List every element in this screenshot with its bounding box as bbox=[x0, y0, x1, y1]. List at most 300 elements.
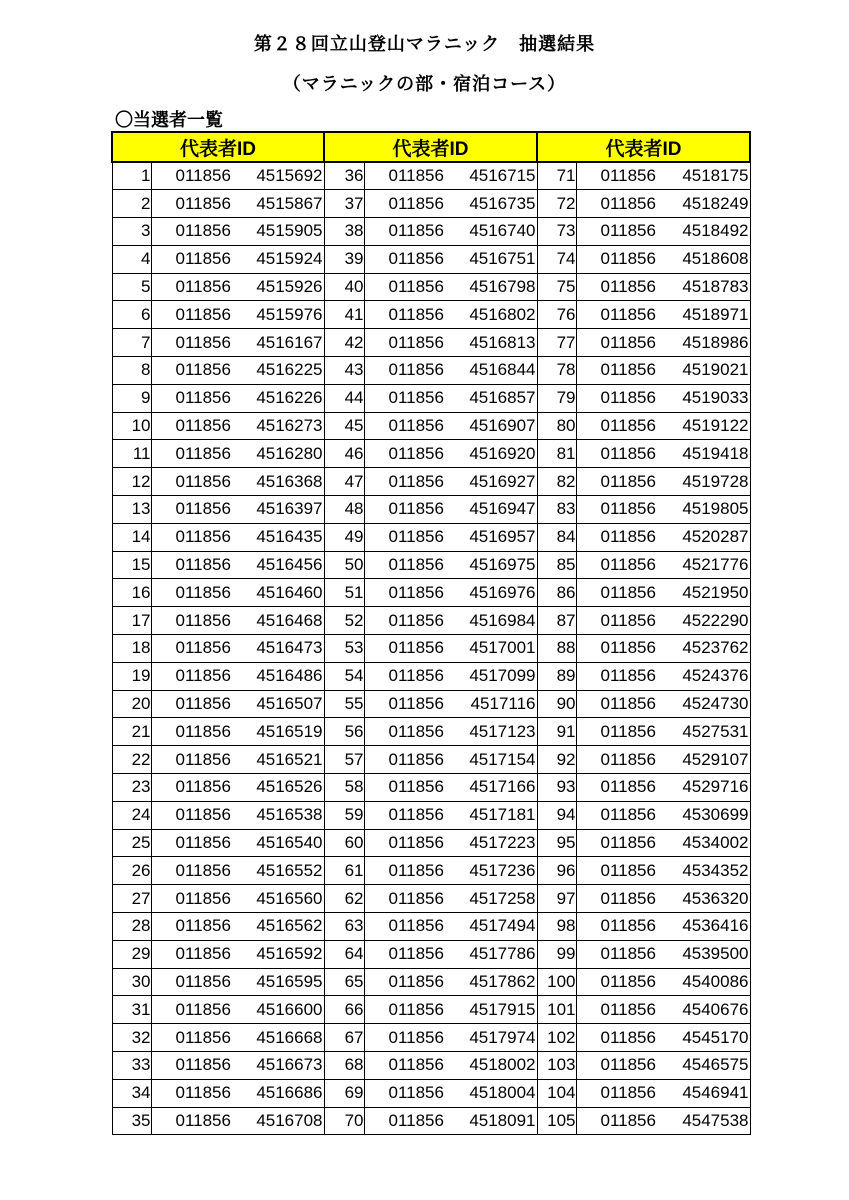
entry-number: 82 bbox=[537, 468, 576, 496]
id-prefix: 011856 bbox=[388, 221, 444, 241]
id-number: 4516226 bbox=[256, 388, 323, 408]
id-prefix: 011856 bbox=[600, 471, 656, 491]
id-prefix: 011856 bbox=[600, 860, 656, 880]
id-prefix: 011856 bbox=[600, 1083, 656, 1103]
id-number: 4516280 bbox=[256, 443, 323, 463]
entry-number: 98 bbox=[537, 913, 576, 941]
representative-id bbox=[364, 384, 537, 412]
table-row bbox=[112, 579, 750, 607]
id-number: 4519122 bbox=[682, 416, 749, 436]
entry-number: 40 bbox=[324, 273, 364, 301]
entry-number: 45 bbox=[324, 412, 364, 440]
entry-number: 92 bbox=[537, 746, 576, 774]
id-number: 4516486 bbox=[256, 666, 323, 686]
representative-id bbox=[364, 218, 537, 246]
representative-id bbox=[576, 913, 750, 941]
id-number: 4516468 bbox=[256, 610, 323, 630]
representative-id bbox=[576, 412, 750, 440]
representative-id bbox=[151, 996, 324, 1024]
table-row bbox=[112, 384, 750, 412]
id-number: 4516460 bbox=[256, 582, 323, 602]
entry-number: 63 bbox=[324, 913, 364, 941]
entry-number: 24 bbox=[112, 801, 151, 829]
entry-number: 33 bbox=[112, 1052, 151, 1080]
representative-id bbox=[576, 301, 750, 329]
id-prefix: 011856 bbox=[388, 694, 444, 714]
id-number: 4516600 bbox=[256, 999, 323, 1019]
table-row bbox=[112, 412, 750, 440]
entry-number: 80 bbox=[537, 412, 576, 440]
id-number: 4516740 bbox=[469, 221, 536, 241]
entry-number: 44 bbox=[324, 384, 364, 412]
id-prefix: 011856 bbox=[388, 388, 444, 408]
section-heading: 〇当選者一覧 bbox=[115, 110, 223, 131]
entry-number: 103 bbox=[537, 1052, 576, 1080]
representative-id bbox=[151, 913, 324, 941]
id-prefix: 011856 bbox=[600, 555, 656, 575]
representative-id bbox=[364, 440, 537, 468]
id-prefix: 011856 bbox=[600, 193, 656, 213]
id-prefix: 011856 bbox=[388, 944, 444, 964]
entry-number: 76 bbox=[537, 301, 576, 329]
id-prefix: 011856 bbox=[600, 388, 656, 408]
id-prefix: 011856 bbox=[175, 193, 231, 213]
entry-number: 17 bbox=[112, 607, 151, 635]
representative-id bbox=[576, 440, 750, 468]
representative-id bbox=[364, 551, 537, 579]
id-number: 4517915 bbox=[469, 999, 536, 1019]
id-number: 4524376 bbox=[682, 666, 749, 686]
representative-id bbox=[151, 857, 324, 885]
id-prefix: 011856 bbox=[600, 166, 656, 186]
id-number: 4516844 bbox=[469, 360, 536, 380]
table-row bbox=[112, 774, 750, 802]
entry-number: 16 bbox=[112, 579, 151, 607]
id-prefix: 011856 bbox=[175, 916, 231, 936]
entry-number: 21 bbox=[112, 718, 151, 746]
table-row bbox=[112, 829, 750, 857]
id-prefix: 011856 bbox=[175, 638, 231, 658]
id-prefix: 011856 bbox=[175, 221, 231, 241]
id-number: 4547538 bbox=[682, 1110, 749, 1130]
id-number: 4518971 bbox=[682, 304, 749, 324]
id-number: 4516521 bbox=[256, 749, 323, 769]
table-row bbox=[112, 1079, 750, 1107]
id-number: 4519805 bbox=[682, 499, 749, 519]
id-number: 4516673 bbox=[256, 1055, 323, 1075]
table-row bbox=[112, 329, 750, 357]
entry-number: 46 bbox=[324, 440, 364, 468]
representative-id bbox=[364, 885, 537, 913]
id-number: 4518175 bbox=[682, 166, 749, 186]
entry-number: 93 bbox=[537, 774, 576, 802]
id-number: 4523762 bbox=[682, 638, 749, 658]
table-row bbox=[112, 662, 750, 690]
id-number: 4520287 bbox=[682, 527, 749, 547]
id-number: 4518492 bbox=[682, 221, 749, 241]
entry-number: 101 bbox=[537, 996, 576, 1024]
entry-number: 84 bbox=[537, 523, 576, 551]
entry-number: 78 bbox=[537, 357, 576, 385]
id-prefix: 011856 bbox=[175, 166, 231, 186]
representative-id bbox=[576, 218, 750, 246]
id-number: 4529107 bbox=[682, 749, 749, 769]
id-prefix: 011856 bbox=[600, 777, 656, 797]
page-subtitle: （マラニックの部・宿泊コース） bbox=[282, 74, 567, 95]
representative-id bbox=[364, 1107, 537, 1135]
id-prefix: 011856 bbox=[388, 888, 444, 908]
entry-number: 11 bbox=[112, 440, 151, 468]
representative-id bbox=[576, 774, 750, 802]
id-number: 4516802 bbox=[469, 304, 536, 324]
id-number: 4540086 bbox=[682, 972, 749, 991]
table-row bbox=[112, 468, 750, 496]
representative-id bbox=[576, 245, 750, 273]
table-row bbox=[112, 635, 750, 663]
id-number: 4518004 bbox=[469, 1083, 536, 1103]
entry-number: 54 bbox=[324, 662, 364, 690]
id-number: 4524730 bbox=[682, 694, 749, 714]
representative-id bbox=[151, 301, 324, 329]
representative-id bbox=[364, 412, 537, 440]
id-number: 4519033 bbox=[682, 388, 749, 408]
representative-id bbox=[364, 190, 537, 218]
representative-id bbox=[151, 690, 324, 718]
representative-id bbox=[364, 996, 537, 1024]
id-prefix: 011856 bbox=[600, 582, 656, 602]
entry-number: 13 bbox=[112, 496, 151, 524]
id-number: 4516540 bbox=[256, 833, 323, 853]
id-prefix: 011856 bbox=[175, 443, 231, 463]
entry-number: 79 bbox=[537, 384, 576, 412]
representative-id bbox=[576, 662, 750, 690]
representative-id bbox=[576, 357, 750, 385]
id-number: 4516668 bbox=[256, 1027, 323, 1047]
representative-id bbox=[576, 162, 750, 190]
entry-number: 9 bbox=[112, 384, 151, 412]
id-number: 4516813 bbox=[469, 332, 536, 352]
representative-id bbox=[576, 468, 750, 496]
table-row bbox=[112, 218, 750, 246]
representative-id bbox=[364, 357, 537, 385]
id-number: 4536416 bbox=[682, 916, 749, 936]
representative-id bbox=[151, 218, 324, 246]
representative-id bbox=[364, 968, 537, 996]
entry-number: 95 bbox=[537, 829, 576, 857]
id-number: 4517181 bbox=[469, 805, 536, 825]
representative-id bbox=[364, 635, 537, 663]
id-number: 4516456 bbox=[256, 555, 323, 575]
entry-number: 1 bbox=[112, 162, 151, 190]
id-number: 4516519 bbox=[256, 721, 323, 741]
entry-number: 74 bbox=[537, 245, 576, 273]
id-prefix: 011856 bbox=[388, 916, 444, 936]
representative-id bbox=[576, 996, 750, 1024]
entry-number: 7 bbox=[112, 329, 151, 357]
table-row bbox=[112, 968, 750, 996]
entry-number: 99 bbox=[537, 940, 576, 968]
table-header-row bbox=[112, 132, 750, 162]
entry-number: 38 bbox=[324, 218, 364, 246]
id-number: 4517166 bbox=[469, 777, 536, 797]
entry-number: 90 bbox=[537, 690, 576, 718]
id-prefix: 011856 bbox=[388, 555, 444, 575]
representative-id bbox=[576, 384, 750, 412]
id-prefix: 011856 bbox=[175, 499, 231, 519]
id-number: 4517099 bbox=[469, 666, 536, 686]
entry-number: 47 bbox=[324, 468, 364, 496]
id-number: 4516225 bbox=[256, 360, 323, 380]
id-prefix: 011856 bbox=[600, 805, 656, 825]
id-prefix: 011856 bbox=[175, 471, 231, 491]
entry-number: 73 bbox=[537, 218, 576, 246]
representative-id bbox=[151, 468, 324, 496]
id-number: 4516595 bbox=[256, 972, 323, 991]
representative-id bbox=[576, 579, 750, 607]
representative-id bbox=[151, 329, 324, 357]
id-prefix: 011856 bbox=[388, 666, 444, 686]
representative-id bbox=[364, 801, 537, 829]
representative-id bbox=[364, 718, 537, 746]
representative-id bbox=[151, 357, 324, 385]
id-number: 4517786 bbox=[469, 944, 536, 964]
entry-number: 58 bbox=[324, 774, 364, 802]
entry-number: 14 bbox=[112, 523, 151, 551]
entry-number: 89 bbox=[537, 662, 576, 690]
id-number: 4516538 bbox=[256, 805, 323, 825]
id-number: 4518091 bbox=[469, 1110, 536, 1130]
id-prefix: 011856 bbox=[600, 332, 656, 352]
id-number: 4517862 bbox=[469, 972, 536, 991]
entry-number: 75 bbox=[537, 273, 576, 301]
representative-id bbox=[151, 273, 324, 301]
id-number: 4516957 bbox=[469, 527, 536, 547]
id-prefix: 011856 bbox=[388, 277, 444, 297]
representative-id bbox=[151, 384, 324, 412]
representative-id bbox=[151, 774, 324, 802]
representative-id bbox=[576, 857, 750, 885]
entry-number: 87 bbox=[537, 607, 576, 635]
table-row bbox=[112, 940, 750, 968]
entry-number: 62 bbox=[324, 885, 364, 913]
id-prefix: 011856 bbox=[388, 999, 444, 1019]
id-number: 4518783 bbox=[682, 277, 749, 297]
table-row bbox=[112, 857, 750, 885]
id-prefix: 011856 bbox=[600, 694, 656, 714]
table-row bbox=[112, 162, 750, 190]
id-prefix: 011856 bbox=[388, 833, 444, 853]
id-number: 4516473 bbox=[256, 638, 323, 658]
id-number: 4517974 bbox=[469, 1027, 536, 1047]
column-header-1: 代表者ID bbox=[112, 132, 324, 162]
representative-id bbox=[151, 579, 324, 607]
representative-id bbox=[151, 635, 324, 663]
representative-id bbox=[364, 1052, 537, 1080]
entry-number: 77 bbox=[537, 329, 576, 357]
id-prefix: 011856 bbox=[600, 916, 656, 936]
id-number: 4516686 bbox=[256, 1083, 323, 1103]
id-prefix: 011856 bbox=[388, 721, 444, 741]
representative-id bbox=[364, 940, 537, 968]
entry-number: 48 bbox=[324, 496, 364, 524]
id-number: 4516907 bbox=[469, 416, 536, 436]
representative-id bbox=[364, 746, 537, 774]
id-prefix: 011856 bbox=[600, 638, 656, 658]
id-prefix: 011856 bbox=[388, 805, 444, 825]
representative-id bbox=[576, 1052, 750, 1080]
entry-number: 29 bbox=[112, 940, 151, 968]
id-number: 4517236 bbox=[469, 860, 536, 880]
table-row bbox=[112, 1052, 750, 1080]
entry-number: 61 bbox=[324, 857, 364, 885]
representative-id bbox=[364, 1079, 537, 1107]
id-number: 4516592 bbox=[256, 944, 323, 964]
entry-number: 5 bbox=[112, 273, 151, 301]
representative-id bbox=[151, 523, 324, 551]
entry-number: 97 bbox=[537, 885, 576, 913]
entry-number: 6 bbox=[112, 301, 151, 329]
id-prefix: 011856 bbox=[175, 277, 231, 297]
representative-id bbox=[151, 1079, 324, 1107]
representative-id bbox=[151, 1052, 324, 1080]
entry-number: 51 bbox=[324, 579, 364, 607]
id-number: 4519418 bbox=[682, 443, 749, 463]
id-number: 4516368 bbox=[256, 471, 323, 491]
id-prefix: 011856 bbox=[175, 860, 231, 880]
id-prefix: 011856 bbox=[388, 166, 444, 186]
table-row bbox=[112, 885, 750, 913]
entry-number: 57 bbox=[324, 746, 364, 774]
table-row bbox=[112, 801, 750, 829]
id-number: 4522290 bbox=[682, 610, 749, 630]
representative-id bbox=[364, 273, 537, 301]
id-prefix: 011856 bbox=[388, 304, 444, 324]
id-number: 4515905 bbox=[256, 221, 323, 241]
entry-number: 49 bbox=[324, 523, 364, 551]
table-row bbox=[112, 523, 750, 551]
representative-id bbox=[364, 579, 537, 607]
representative-id bbox=[576, 746, 750, 774]
id-number: 4516920 bbox=[469, 443, 536, 463]
id-number: 4534352 bbox=[682, 860, 749, 880]
entry-number: 81 bbox=[537, 440, 576, 468]
table-row bbox=[112, 1107, 750, 1135]
representative-id bbox=[576, 801, 750, 829]
id-number: 4519021 bbox=[682, 360, 749, 380]
entry-number: 65 bbox=[324, 968, 364, 996]
id-prefix: 011856 bbox=[388, 638, 444, 658]
id-prefix: 011856 bbox=[600, 888, 656, 908]
id-prefix: 011856 bbox=[600, 221, 656, 241]
id-number: 4516927 bbox=[469, 471, 536, 491]
table-body bbox=[112, 162, 750, 1135]
entry-number: 59 bbox=[324, 801, 364, 829]
representative-id bbox=[151, 801, 324, 829]
id-number: 4516167 bbox=[256, 332, 323, 352]
table-row bbox=[112, 690, 750, 718]
entry-number: 64 bbox=[324, 940, 364, 968]
table-row bbox=[112, 551, 750, 579]
id-number: 4516507 bbox=[256, 694, 323, 714]
entry-number: 105 bbox=[537, 1107, 576, 1135]
entry-number: 66 bbox=[324, 996, 364, 1024]
id-prefix: 011856 bbox=[388, 249, 444, 269]
entry-number: 72 bbox=[537, 190, 576, 218]
entry-number: 53 bbox=[324, 635, 364, 663]
id-prefix: 011856 bbox=[175, 416, 231, 436]
id-prefix: 011856 bbox=[175, 332, 231, 352]
id-prefix: 011856 bbox=[388, 1055, 444, 1075]
entry-number: 20 bbox=[112, 690, 151, 718]
representative-id bbox=[576, 1079, 750, 1107]
table-row bbox=[112, 245, 750, 273]
id-prefix: 011856 bbox=[175, 1055, 231, 1075]
id-prefix: 011856 bbox=[600, 610, 656, 630]
id-number: 4517154 bbox=[469, 749, 536, 769]
entry-number: 12 bbox=[112, 468, 151, 496]
table-row bbox=[112, 746, 750, 774]
representative-id bbox=[364, 162, 537, 190]
id-number: 4540676 bbox=[682, 999, 749, 1019]
id-number: 4516435 bbox=[256, 527, 323, 547]
id-prefix: 011856 bbox=[175, 1027, 231, 1047]
entry-number: 2 bbox=[112, 190, 151, 218]
id-number: 4534002 bbox=[682, 833, 749, 853]
id-prefix: 011856 bbox=[600, 304, 656, 324]
id-number: 4517123 bbox=[469, 721, 536, 741]
column-header-3: 代表者ID bbox=[537, 132, 750, 162]
id-prefix: 011856 bbox=[600, 1027, 656, 1047]
id-prefix: 011856 bbox=[175, 360, 231, 380]
id-number: 4521950 bbox=[682, 582, 749, 602]
id-prefix: 011856 bbox=[175, 749, 231, 769]
entry-number: 3 bbox=[112, 218, 151, 246]
table-row bbox=[112, 718, 750, 746]
table-row bbox=[112, 496, 750, 524]
entry-number: 4 bbox=[112, 245, 151, 273]
id-number: 4516560 bbox=[256, 888, 323, 908]
entry-number: 86 bbox=[537, 579, 576, 607]
representative-id bbox=[576, 523, 750, 551]
id-prefix: 011856 bbox=[388, 443, 444, 463]
id-number: 4529716 bbox=[682, 777, 749, 797]
id-number: 4516715 bbox=[469, 166, 536, 186]
entry-number: 56 bbox=[324, 718, 364, 746]
entry-number: 23 bbox=[112, 774, 151, 802]
page-title: 第２８回立山登山マラニック 抽選結果 bbox=[253, 34, 596, 55]
entry-number: 36 bbox=[324, 162, 364, 190]
representative-id bbox=[576, 551, 750, 579]
representative-id bbox=[151, 245, 324, 273]
id-number: 4546575 bbox=[682, 1055, 749, 1075]
id-number: 4516751 bbox=[469, 249, 536, 269]
id-prefix: 011856 bbox=[388, 972, 444, 991]
id-number: 4517258 bbox=[469, 888, 536, 908]
table-row bbox=[112, 301, 750, 329]
id-prefix: 011856 bbox=[388, 749, 444, 769]
entry-number: 22 bbox=[112, 746, 151, 774]
id-prefix: 011856 bbox=[600, 1110, 656, 1130]
id-number: 4516526 bbox=[256, 777, 323, 797]
representative-id bbox=[576, 635, 750, 663]
representative-id bbox=[576, 190, 750, 218]
entry-number: 91 bbox=[537, 718, 576, 746]
id-prefix: 011856 bbox=[388, 860, 444, 880]
id-prefix: 011856 bbox=[600, 721, 656, 741]
entry-number: 35 bbox=[112, 1107, 151, 1135]
id-number: 4515976 bbox=[256, 304, 323, 324]
table-row bbox=[112, 357, 750, 385]
